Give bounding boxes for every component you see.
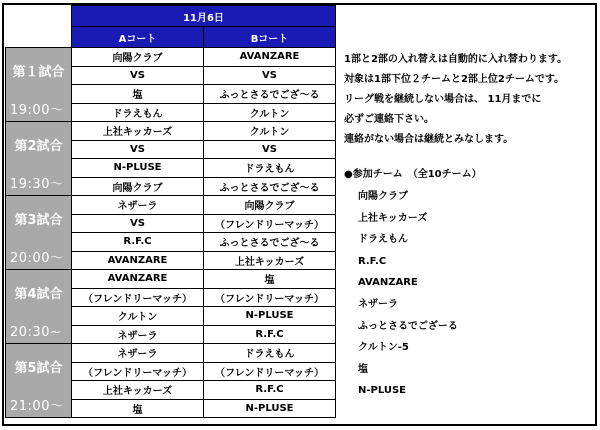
- court-b-cell: クルトン: [204, 103, 336, 122]
- match-cell: [6, 48, 72, 122]
- court-a-cell: AVANZARE: [72, 251, 204, 270]
- match-label: 第2試合: [14, 138, 63, 154]
- team-list-item: ドラえもん: [358, 234, 408, 246]
- court-b-cell: クルトン: [204, 122, 336, 141]
- team-list-item: クルトン-5: [358, 342, 409, 354]
- team-list-item: ふっとさるでござーる: [358, 320, 458, 332]
- court-a-cell: ネザーラ: [72, 325, 204, 344]
- teams-heading: ●参加チーム （全10チーム）: [344, 169, 482, 180]
- court-b-header: Bコート: [204, 27, 336, 48]
- court-a-header: Aコート: [72, 27, 204, 48]
- court-b-cell: N-PLUSE: [204, 307, 336, 326]
- team-list-item: R.F.C: [358, 255, 387, 267]
- court-b-cell: ドラえもん: [204, 344, 336, 363]
- court-b-cell: N-PLUSE: [204, 399, 336, 418]
- team-list-item: 向陽クラブ: [358, 191, 408, 202]
- schedule-table: [5, 5, 336, 418]
- court-b-cell: 向陽クラブ: [204, 196, 336, 215]
- note-line: 1部と2部の入れ替えは自動的に入れ替わります。: [344, 54, 568, 65]
- participating-teams: [344, 164, 482, 402]
- court-a-cell: （フレンドリーマッチ）: [72, 362, 204, 381]
- match-cell: [6, 344, 72, 418]
- note-line: 対象は1部下位２チームと2部上位2チームです。: [344, 74, 565, 85]
- match-cell: [6, 270, 72, 344]
- note-line: 必ずご連絡下さい。: [344, 114, 434, 125]
- court-a-cell: 塩: [72, 85, 204, 104]
- match-label: 第１試合: [12, 64, 65, 80]
- court-a-cell: AVANZARE: [72, 270, 204, 289]
- match-cell: [6, 122, 72, 196]
- court-a-cell: ネザーラ: [72, 344, 204, 363]
- court-b-cell: ふっとさるでござ～る: [204, 177, 336, 196]
- team-list-item: 上社キッカーズ: [358, 212, 428, 224]
- match-row: [6, 122, 336, 141]
- court-b-cell: R.F.C: [204, 325, 336, 344]
- match-time: 19:30～: [10, 176, 64, 192]
- note-line: リーグ戦を継続しない場合は、 11月までに: [344, 94, 542, 105]
- court-b-cell: VS: [204, 66, 336, 85]
- court-a-cell: ドラえもん: [72, 103, 204, 122]
- court-b-cell: （フレンドリーマッチ）: [204, 362, 336, 381]
- team-list-item: N-PLUSE: [358, 385, 407, 397]
- court-a-cell: N-PLUSE: [72, 159, 204, 178]
- court-a-cell: 塩: [72, 399, 204, 418]
- court-a-cell: 向陽クラブ: [72, 48, 204, 67]
- match-label: 第5試合: [14, 360, 63, 376]
- match-label: 第3試合: [14, 212, 63, 228]
- court-a-cell: 上社キッカーズ: [72, 381, 204, 400]
- court-a-cell: （フレンドリーマッチ）: [72, 288, 204, 307]
- team-list-item: 塩: [358, 363, 368, 375]
- court-a-cell: ネザーラ: [72, 196, 204, 215]
- match-time: 19:00～: [10, 102, 64, 118]
- court-b-cell: R.F.C: [204, 381, 336, 400]
- court-a-cell: R.F.C: [72, 233, 204, 252]
- match-row: [6, 344, 336, 363]
- court-b-cell: VS: [204, 140, 336, 159]
- team-list-item: AVANZARE: [358, 277, 418, 289]
- match-cell: [6, 196, 72, 270]
- match-label: 第4試合: [14, 286, 63, 302]
- court-a-cell: 向陽クラブ: [72, 177, 204, 196]
- court-b-cell: ふっとさるでござ～る: [204, 85, 336, 104]
- court-a-cell: VS: [72, 214, 204, 233]
- court-b-cell: 塩: [204, 270, 336, 289]
- court-b-cell: 上社キッカーズ: [204, 251, 336, 270]
- match-time: 20:30~: [10, 324, 62, 340]
- match-time: 21:00～: [10, 398, 64, 414]
- court-b-cell: （フレンドリーマッチ）: [204, 214, 336, 233]
- match-row: [6, 270, 336, 289]
- match-row: [6, 48, 336, 67]
- match-row: [6, 196, 336, 215]
- date-header: 11月6日: [72, 6, 336, 27]
- match-time: 20:00～: [10, 250, 64, 266]
- corner-cell: [6, 6, 72, 27]
- note-line: 連絡がない場合は継続とみなします。: [344, 134, 514, 145]
- date-row: [6, 6, 336, 27]
- corner-cell: [6, 27, 72, 48]
- court-a-cell: VS: [72, 66, 204, 85]
- court-a-cell: クルトン: [72, 307, 204, 326]
- court-b-cell: ドラえもん: [204, 159, 336, 178]
- team-list-item: ネザーラ: [358, 298, 398, 310]
- court-a-cell: VS: [72, 140, 204, 159]
- court-b-cell: （フレンドリーマッチ）: [204, 288, 336, 307]
- notes-block: [344, 50, 567, 150]
- court-header-row: [6, 27, 336, 48]
- court-a-cell: 上社キッカーズ: [72, 122, 204, 141]
- court-b-cell: ふっとさるでござ～る: [204, 233, 336, 252]
- court-b-cell: AVANZARE: [204, 48, 336, 67]
